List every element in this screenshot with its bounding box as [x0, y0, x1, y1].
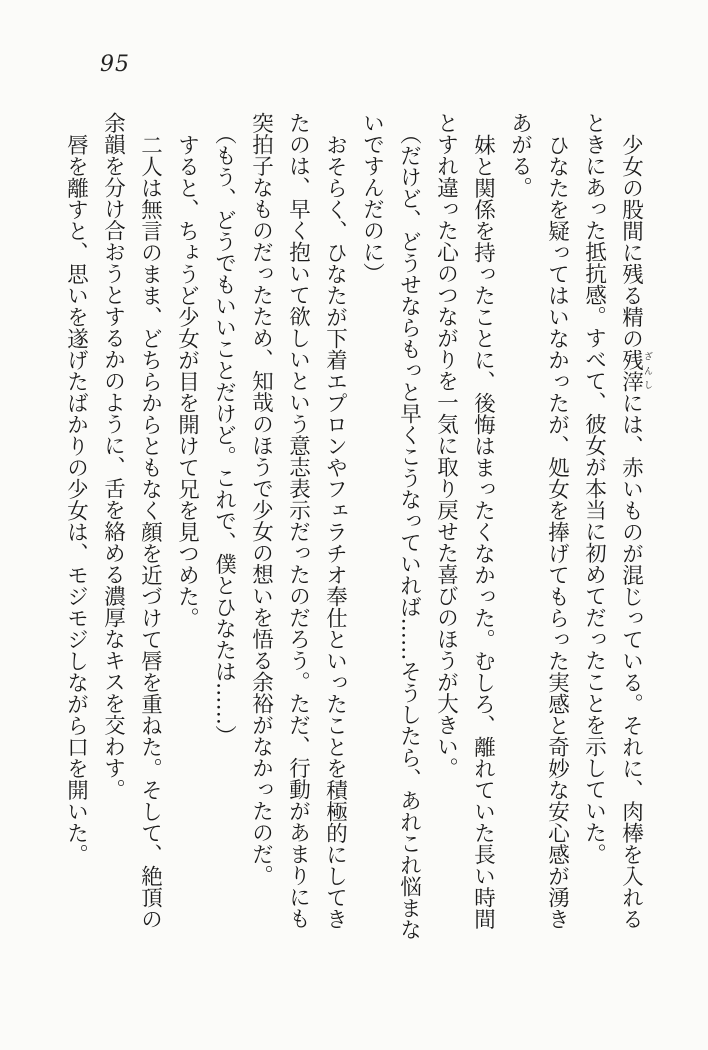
page-number: 95	[100, 52, 130, 77]
paragraph-7: すると、ちょうど少女が目を開けて兄を見つめた。	[174, 133, 200, 628]
ruby-annotation	[618, 348, 652, 392]
paragraph-3: 妹と関係を持ったことに、後悔はまったくなかった。むしろ、離れていた長い時間とすれ違った心のつながりを一気に取り戻せた喜びのほうが大きい。	[433, 112, 496, 929]
ruby-base: 残滓	[618, 348, 644, 392]
paragraph-8: 二人は無言のまま、どちらからともなく顔を近づけて唇を重ねた。そして、絶頂の余韻を分け合おうとするかのように、舌を絡める濃厚なキスを交わす。	[100, 112, 163, 929]
paragraph-1-lead: 少女の股間に残る精の	[618, 133, 644, 349]
paragraph-1-rest: には、赤いものが混じっている。それに、肉棒を入れるときにあった抵抗感。すべて、彼女が本当に初めてだったことを示していた。	[581, 112, 644, 929]
body-text	[58, 112, 653, 942]
paragraph-4-inner-monologue: （だけど、どうせならもっと早くこうなっていれば……そうしたら、あれこれ悩まないですんだのに）	[359, 112, 422, 940]
paragraph-9: 唇を離すと、思いを遂げたばかりの少女は、モジモジしながら口を開いた。	[63, 133, 89, 865]
paragraph-6-inner-monologue: （もう、どうでもいいことだけど。これで、僕とひなたは……）	[211, 122, 237, 747]
paragraph-2: ひなたを疑ってはいなかったが、処女を捧げてもらった実感と奇妙な安心感が湧きあがる。	[507, 112, 570, 929]
paragraph-5: おそらく、ひなたが下着エプロンやフェラチオ奉仕といったことを積極的にしてきたのは、早く抱いて欲しいという意志表示だったのだろう。ただ、行動があまりにも突拍子なものだったため、知哉のほうで少女の想いを悟る余裕がなかったのだ。	[248, 112, 348, 929]
paragraph-1	[576, 112, 653, 942]
ruby-furigana: ざんし	[642, 348, 652, 392]
